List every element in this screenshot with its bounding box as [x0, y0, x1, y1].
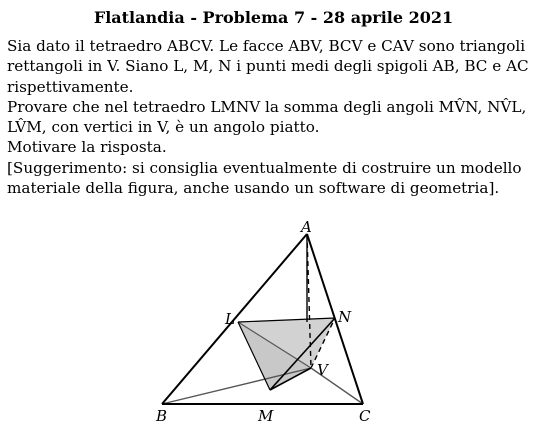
problem-statement: Sia dato il tetraedro ABCV. Le facce ABV, BCV e CAV sono triangoli rettangoli in V. Siano L, M, N i punti medi degli spigoli AB, BC e AC rispettivamente. — [7, 37, 529, 96]
label-n: N — [338, 308, 352, 326]
edge-bv — [162, 368, 311, 404]
page-title: Flatlandia - Problema 7 - 28 aprile 2021 — [93, 8, 454, 27]
label-a: A — [301, 218, 312, 236]
hint: [Suggerimento: si consiglia eventualmente di costruire un modello materiale della figura, anche usando un software di geometria]. — [7, 158, 522, 198]
label-m: M — [258, 407, 274, 425]
problem-question: Provare che nel tetraedro LMNV la somma degli angoli MV̂N, NV̂L, LV̂M, con vertici in V, è un angolo piatto. — [7, 97, 527, 137]
label-v: V — [317, 361, 328, 379]
instruction: Motivare la risposta. — [7, 138, 167, 157]
label-b: B — [156, 407, 168, 425]
label-l: L — [225, 310, 235, 328]
label-c: C — [359, 407, 371, 425]
